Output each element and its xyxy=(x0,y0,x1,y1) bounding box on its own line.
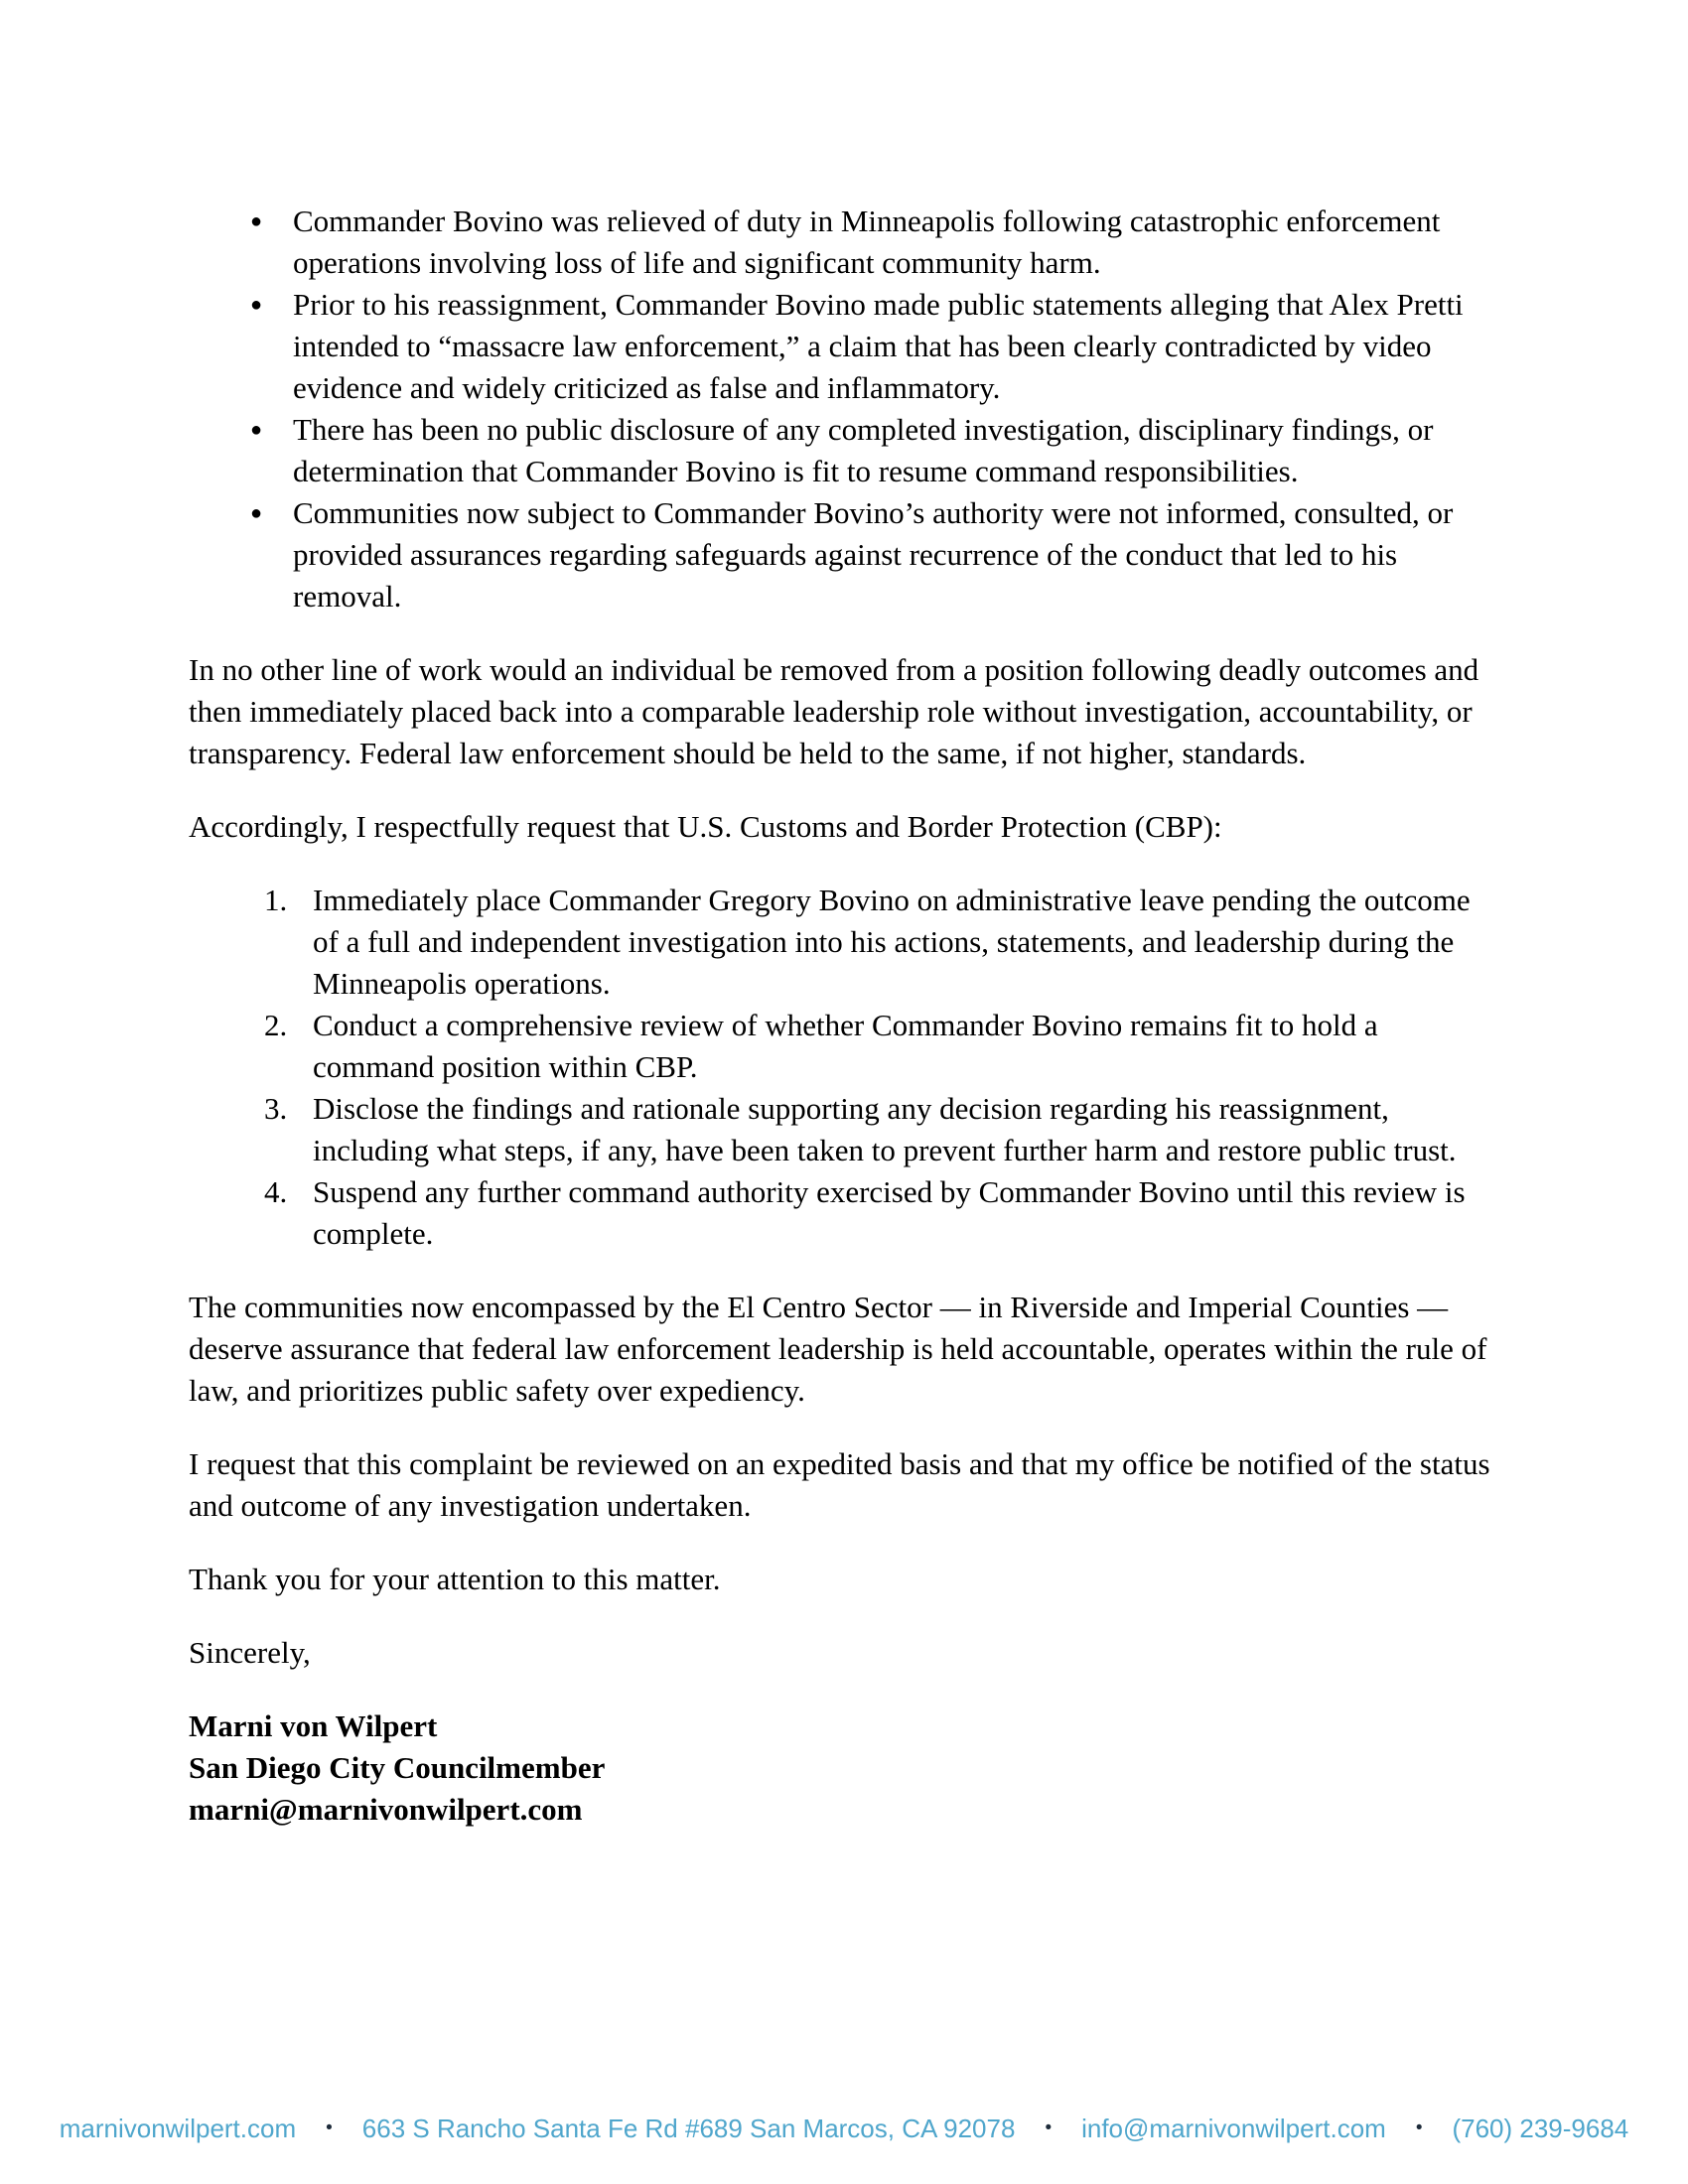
bullet-list xyxy=(189,201,1499,617)
list-item: Immediately place Commander Gregory Bovino on administrative leave pending the outcome of a full and independent investigation into his actions, statements, and leadership during the Minneapolis operations. xyxy=(313,883,1471,1001)
numbered-request-list xyxy=(189,880,1499,1255)
footer-separator-dot: • xyxy=(1045,2117,1053,2138)
closing-salutation: Sincerely, xyxy=(189,1635,311,1670)
list-item: ● Prior to his reassignment, Commander Bovino made public statements alleging that Alex Pretti intended to “massacre law enforcement,” a claim that has been clearly contradicted by video evidence and widely criticized as false and inflammatory. xyxy=(189,284,1499,409)
paragraph-request-intro: Accordingly, I respectfully request that U.S. Customs and Border Protection (CBP): xyxy=(189,809,1222,844)
list-item: ● There has been no public disclosure of any completed investigation, disciplinary findings, or determination that Commander Bovino is fit to resume command responsibilities. xyxy=(189,409,1499,492)
footer-separator-dot: • xyxy=(326,2117,333,2138)
list-item: Conduct a comprehensive review of whether Commander Bovino remains fit to hold a command position within CBP. xyxy=(313,1008,1378,1084)
signature-block xyxy=(189,1706,1499,1831)
signature-title: San Diego City Councilmember xyxy=(189,1750,606,1785)
paragraph-expedited-review: I request that this complaint be reviewed on an expedited basis and that my office be notified of the status and outcome of any investigation undertaken. xyxy=(189,1446,1490,1523)
letter-body xyxy=(189,201,1499,1831)
footer-phone-link[interactable]: (760) 239-9684 xyxy=(1452,2114,1629,2143)
list-item: ● Communities now subject to Commander Bovino’s authority were not informed, consulted, or provided assurances regarding safeguards against recurrence of the conduct that led to his removal. xyxy=(189,492,1499,617)
signature-name: Marni von Wilpert xyxy=(189,1708,438,1743)
signature-email: marni@marnivonwilpert.com xyxy=(189,1792,583,1827)
list-item: Suspend any further command authority exercised by Commander Bovino until this review is complete. xyxy=(313,1174,1466,1251)
paragraph-thank-you: Thank you for your attention to this matter. xyxy=(189,1562,721,1596)
footer-address: 663 S Rancho Santa Fe Rd #689 San Marcos, CA 92078 xyxy=(361,2114,1016,2143)
footer-website-link[interactable]: marnivonwilpert.com xyxy=(59,2114,297,2143)
footer-email-link[interactable]: info@marnivonwilpert.com xyxy=(1081,2114,1386,2143)
paragraph-communities: The communities now encompassed by the El Centro Sector — in Riverside and Imperial Counties — deserve assurance that federal law enforcement leadership is held accountable, operates within the rule of law, and prioritizes public safety over expediency. xyxy=(189,1290,1487,1408)
footer-separator-dot: • xyxy=(1415,2117,1423,2138)
letterhead-footer xyxy=(0,2111,1688,2146)
list-item: ● Commander Bovino was relieved of duty in Minneapolis following catastrophic enforcement operations involving loss of life and significant community harm. xyxy=(189,201,1499,284)
list-item: Disclose the findings and rationale supporting any decision regarding his reassignment, including what steps, if any, have been taken to prevent further harm and restore public trust. xyxy=(313,1091,1457,1167)
paragraph-accountability: In no other line of work would an individual be removed from a position following deadly outcomes and then immediately placed back into a comparable leadership role without investigation, accountability, or transparency. Federal law enforcement should be held to the same, if not higher, standards. xyxy=(189,652,1479,770)
